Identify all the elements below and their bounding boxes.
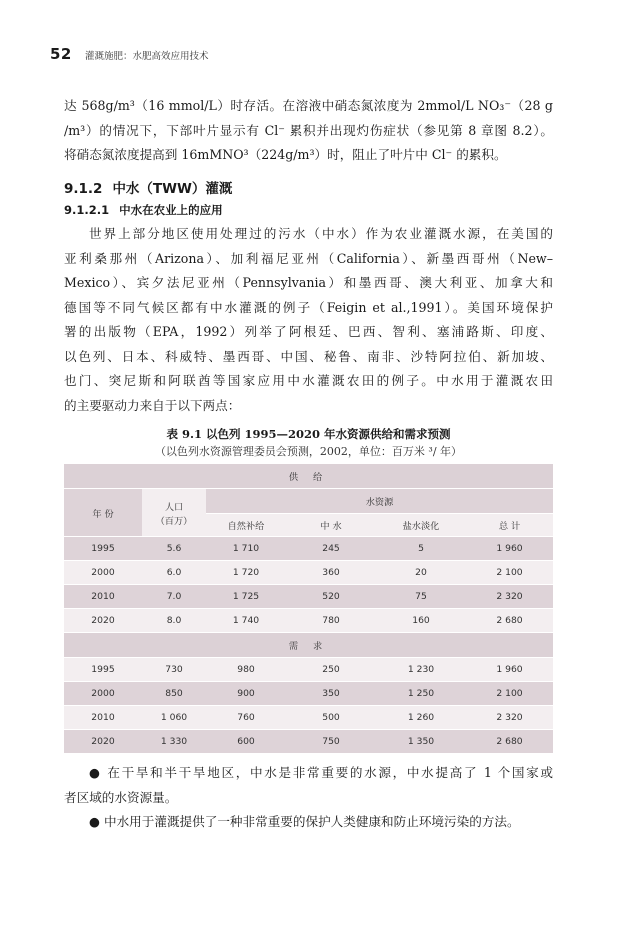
header-desalination: 盐水淡化	[376, 514, 466, 537]
bullet-list	[64, 761, 553, 835]
cell-value: 1 330	[142, 730, 206, 754]
cell-total: 2 320	[466, 585, 553, 609]
running-header	[50, 44, 208, 63]
cell-natural: 1 720	[206, 561, 286, 585]
table-header-row	[64, 489, 553, 514]
supply-label: 供 给	[64, 464, 553, 489]
cell-desalination: 5	[376, 537, 466, 561]
supply-band	[64, 464, 553, 489]
table-row	[64, 609, 553, 633]
bullet-item-continuation: 者区域的水资源量。	[64, 789, 178, 805]
cell-value: 900	[206, 682, 286, 706]
cell-natural: 1 725	[206, 585, 286, 609]
table-row	[64, 537, 553, 561]
header-total: 总 计	[466, 514, 553, 537]
header-population-unit: （百万）	[155, 515, 193, 527]
cell-value: 750	[286, 730, 376, 754]
table-row	[64, 561, 553, 585]
cell-population: 7.0	[142, 585, 206, 609]
cell-value: 1 060	[142, 706, 206, 730]
text-line: 世界上部分地区使用处理过的污水（中水）作为农业灌溉水源，在美国的	[89, 226, 553, 241]
intro-paragraph	[64, 94, 553, 168]
header-population-label: 人口	[164, 501, 184, 513]
cell-total: 1 960	[466, 658, 553, 682]
text-line: Mexico）、宾夕法尼亚州（Pennsylvania）和墨西哥、澳大利亚、加拿大和	[64, 275, 553, 290]
cell-population: 8.0	[142, 609, 206, 633]
cell-value: 850	[142, 682, 206, 706]
water-supply-demand-table	[64, 464, 553, 754]
header-year: 年 份	[64, 489, 142, 537]
section-number: 9.1.2	[64, 181, 103, 197]
cell-desalination: 20	[376, 561, 466, 585]
cell-total: 2 100	[466, 561, 553, 585]
subsection-number: 9.1.2.1	[64, 203, 110, 217]
section-heading	[64, 177, 232, 197]
table-row	[64, 682, 553, 706]
cell-value: 1 250	[376, 682, 466, 706]
cell-value: 1 230	[376, 658, 466, 682]
subsection-heading	[64, 202, 223, 218]
cell-reclaimed: 360	[286, 561, 376, 585]
cell-total: 2 680	[466, 730, 553, 754]
table-row	[64, 706, 553, 730]
cell-value: 350	[286, 682, 376, 706]
cell-total: 2 320	[466, 706, 553, 730]
text-line: /m³）的情况下，下部叶片显示有 Cl⁻ 累积并出现灼伤症状（参见第 8 章图 8.2）。	[64, 122, 553, 138]
text-line: 将硝态氮浓度提高到 16mMNO³（224g/m³）时，阻止了叶片中 Cl⁻ 的累积。	[64, 147, 507, 162]
cell-natural: 1 740	[206, 609, 286, 633]
table-subtitle: （以色列水资源管理委员会预测，2002，单位：百万米 ³/ 年）	[154, 445, 463, 458]
demand-band	[64, 633, 553, 658]
cell-year: 2000	[64, 682, 142, 706]
cell-year: 2020	[64, 730, 142, 754]
cell-natural: 1 710	[206, 537, 286, 561]
text-line: 亚利桑那州（Arizona）、加利福尼亚州（California）、新墨西哥州（New–	[64, 250, 553, 266]
cell-desalination: 160	[376, 609, 466, 633]
cell-value: 980	[206, 658, 286, 682]
cell-year: 2020	[64, 609, 142, 633]
header-population	[142, 489, 206, 537]
cell-value: 500	[286, 706, 376, 730]
cell-value: 730	[142, 658, 206, 682]
cell-value: 1 260	[376, 706, 466, 730]
header-natural-recharge: 自然补给	[206, 514, 286, 537]
cell-value: 760	[206, 706, 286, 730]
cell-reclaimed: 780	[286, 609, 376, 633]
demand-label: 需 求	[64, 633, 553, 658]
bullet-item: ● 中水用于灌溉提供了一种非常重要的保护人类健康和防止环境污染的方法。	[89, 814, 520, 829]
table-row	[64, 658, 553, 682]
cell-value: 1 350	[376, 730, 466, 754]
cell-total: 2 680	[466, 609, 553, 633]
cell-year: 2010	[64, 706, 142, 730]
cell-reclaimed: 245	[286, 537, 376, 561]
table-row	[64, 730, 553, 754]
cell-reclaimed: 520	[286, 585, 376, 609]
cell-year: 2000	[64, 561, 142, 585]
text-line: 的主要驱动力来自于以下两点：	[64, 397, 241, 413]
bullet-item: ● 在干旱和半干旱地区，中水是非常重要的水源，中水提高了 1 个国家或	[89, 765, 553, 780]
text-line: 署的出版物（EPA，1992）列举了阿根廷、巴西、智利、塞浦路斯、印度、	[64, 324, 553, 339]
book-title: 灌溉施肥：水肥高效应用技术	[84, 51, 209, 62]
cell-value: 250	[286, 658, 376, 682]
cell-year: 1995	[64, 658, 142, 682]
cell-total: 2 100	[466, 682, 553, 706]
section-title: 中水（TWW）灌溉	[112, 181, 233, 197]
text-line: 德国等不同气候区都有中水灌溉的例子（Feigin et al.,1991）。美国环境保护	[64, 299, 553, 315]
table-title: 表 9.1 以色列 1995—2020 年水资源供给和需求预测	[166, 427, 451, 441]
table-row	[64, 585, 553, 609]
cell-year: 1995	[64, 537, 142, 561]
body-paragraph	[64, 222, 553, 418]
cell-desalination: 75	[376, 585, 466, 609]
cell-value: 600	[206, 730, 286, 754]
text-line: 以色列、日本、科威特、墨西哥、中国、秘鲁、南非、沙特阿拉伯、新加坡、	[64, 348, 553, 364]
header-reclaimed-water: 中 水	[286, 514, 376, 537]
text-line: 也门、突尼斯和阿联酋等国家应用中水灌溉农田的例子。中水用于灌溉农田	[64, 373, 553, 388]
cell-year: 2010	[64, 585, 142, 609]
cell-population: 6.0	[142, 561, 206, 585]
header-water-resources: 水资源	[206, 489, 553, 514]
text-line: 达 568g/m³（16 mmol/L）时存活。在溶液中硝态氮浓度为 2mmol/L NO₃⁻（28 g	[64, 98, 553, 113]
page-number: 52	[50, 45, 72, 63]
subsection-title: 中水在农业上的应用	[119, 203, 223, 217]
cell-population: 5.6	[142, 537, 206, 561]
cell-total: 1 960	[466, 537, 553, 561]
